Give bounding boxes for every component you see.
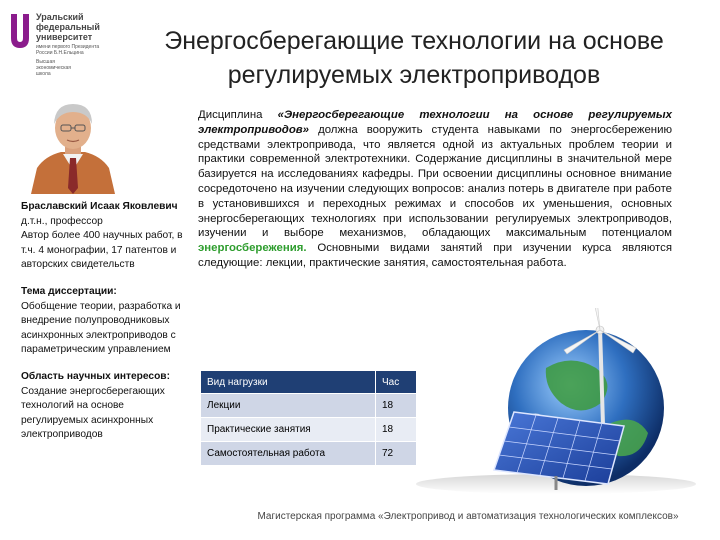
description-intro: Дисциплина [198, 109, 263, 121]
table-header: Вид нагрузки [201, 371, 376, 394]
course-name: «Энергосберегающие технологии на основе регулируемых электроприводов» [198, 109, 672, 136]
description-highlight: энергосбережения. [198, 242, 307, 255]
interests-label: Область научных интересов: [21, 370, 170, 382]
person-info [21, 200, 186, 443]
professor-portrait [23, 98, 123, 194]
table-cell: 18 [376, 418, 417, 442]
table-cell: 72 [376, 442, 417, 466]
table-header-row [201, 371, 417, 394]
university-emblem-icon [8, 12, 32, 52]
table-header: Час [376, 371, 417, 394]
person-degree: д.т.н., профессор [21, 215, 103, 227]
logo-name: Уральский федеральный университет [36, 12, 100, 42]
table-cell: Самостоятельная работа [201, 442, 376, 466]
table-row [201, 442, 417, 466]
energy-illustration [386, 308, 706, 498]
university-logo [8, 8, 138, 80]
interests-text: Создание энергосберегающих технологий на основе регулируемых асинхронных электроприводов [21, 385, 165, 441]
table-cell: Лекции [201, 394, 376, 418]
person-name: Браславский Исаак Яковлевич [21, 201, 178, 212]
table-row [201, 394, 417, 418]
workload-table [200, 370, 417, 466]
description-part2: Основными видами занятий при изучении курса являются следующие: лекции, практические занятия, самостоятельная работа. [198, 242, 672, 269]
logo-subtitle-school: Высшая экономическая школа [36, 59, 72, 77]
footer-program: Магистерская программа «Электропривод и автоматизация технологических комплексов» [257, 511, 679, 522]
logo-subtitle: имени первого Президента России Б.Н.Ельцина [36, 44, 100, 56]
thesis-text: Обобщение теории, разработка и внедрение полупроводниковых асинхронных электроприводов с параметрическим управлением [21, 300, 181, 356]
table-cell: Практические занятия [201, 418, 376, 442]
table-cell: 18 [376, 394, 417, 418]
description-part1: должна вооружить студента навыками по энергосбережению средствами электропривода, что является одной из актуальных проблем теории и практики современной электротехники. Содержание дисциплины в значительной мере базируется на исследованиях кафедры. При освоении дисциплины основное внимание сосредоточено на изучении следующих вопросов: анализ потерь в двигателе при работе в установившихся и переходных режимах и способов их уменьшения, основных энергосберегающих технологиях при использовании регулируемых электроприводов, изучении и выборе механизмов, обладающих максимальным потенциалом [198, 123, 673, 240]
course-description [198, 108, 672, 271]
page-title: Энергосберегающие технологии на основе регулируемых электроприводов [164, 27, 664, 89]
person-works: Автор более 400 научных работ, в т.ч. 4 монографии, 17 патентов и авторских свидетельств [21, 230, 183, 271]
table-row [201, 418, 417, 442]
thesis-label: Тема диссертации: [21, 285, 117, 297]
